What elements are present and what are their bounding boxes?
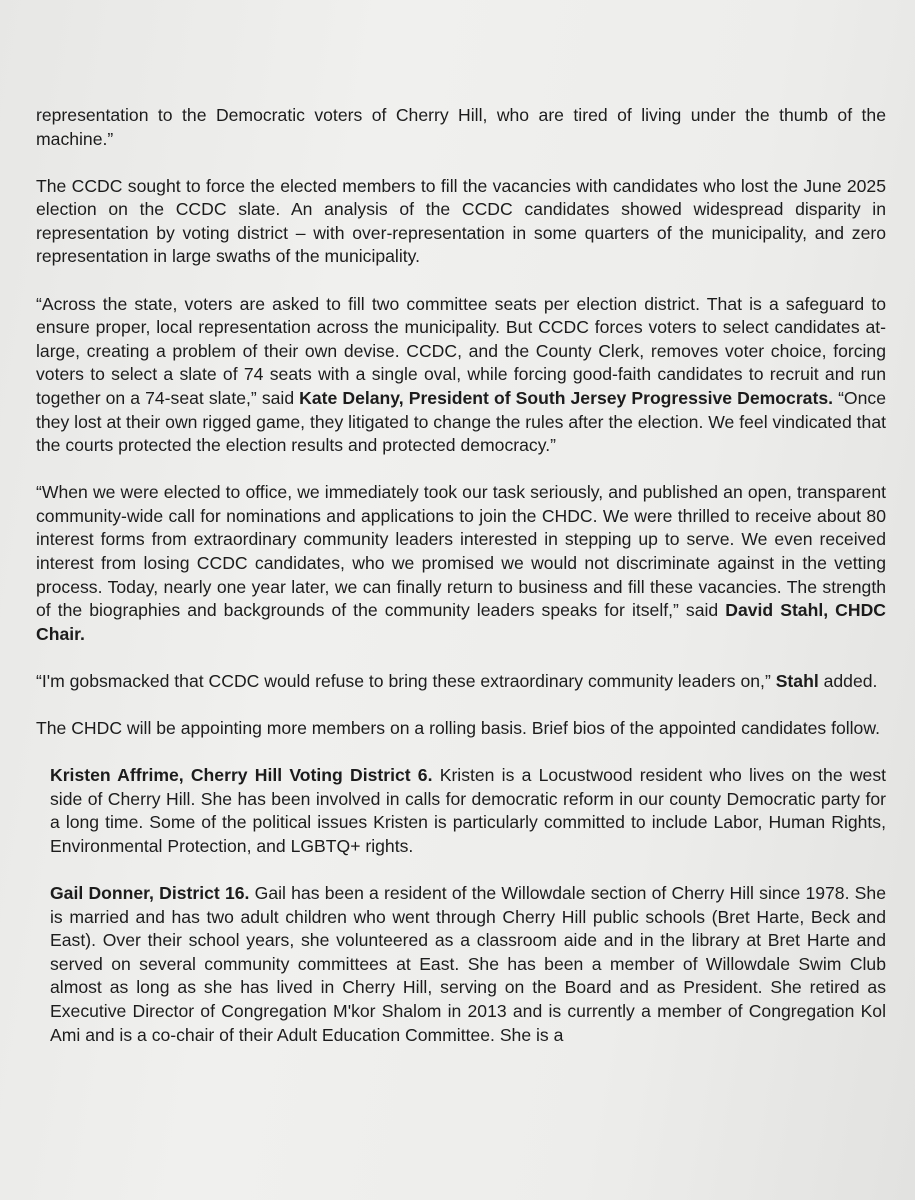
paragraph-text: The CCDC sought to force the elected members to fill the vacancies with candidates who lost the June 2025 election on the CCDC slate. An analysis of the CCDC candidates showed widespread disparity in representation by voting district – with over-representation in some quarters of the municipality, and zero representation in large swaths of the municipality. xyxy=(36,175,886,267)
bio-text: Kristen is a Locustwood resident who lives on the west side of Cherry Hill. She has been involved in calls for democratic reform in our county Democratic party for a long time. Some of the political issues Kristen is particularly committed to include Labor, Human Rights, Environmental Protection, and LGBTQ+ rights. xyxy=(50,765,887,856)
paragraph-text: The CHDC will be appointing more members on a rolling basis. Brief bios of the appointed candidates follow. xyxy=(36,717,880,738)
paragraph-ccdc-vacancies xyxy=(36,175,886,269)
bio-name: Gail Donner, District 16. xyxy=(50,882,250,903)
paragraph-quote-ending xyxy=(36,104,886,151)
bio-text: Gail has been a resident of the Willowdale section of Cherry Hill since 1978. She is married and has two adult children who went through Cherry Hill public schools (Bret Harte, Beck and East). Over their school years, she volunteered as a classroom aide and in the library at Bret Harte and served on several community committees at East. She has been a member of Willowdale Swim Club almost as long as she has lived in Cherry Hill, serving on the Board and as President. She retired as Executive Director of Congregation M'kor Shalom in 2013 and is currently a member of Congregation Kol Ami and is a co-chair of their Adult Education Committee. She is a xyxy=(50,882,886,1045)
document-body xyxy=(36,104,886,1071)
paragraph-text: “When we were elected to office, we immediately took our task seriously, and published an open, transparent community-wide call for nominations and applications to join the CHDC. We were thrilled to receive about 80 interest forms from extraordinary community leaders interested in stepping up to serve. We even received interest from losing CCDC candidates, who we promised we would not discriminate against in the vetting process. Today, nearly one year later, we can finally return to business and fill these vacancies. The strength of the biographies and backgrounds of the community leaders speaks for itself,” said xyxy=(36,482,886,621)
speaker-name: Stahl xyxy=(775,670,819,691)
paragraph-delany-quote xyxy=(36,293,886,458)
speaker-name: Kate Delany, President of South Jersey Progressive Democrats. xyxy=(299,387,833,408)
paragraph-text: “I'm gobsmacked that CCDC would refuse to bring these extraordinary community leaders on,” xyxy=(36,670,776,691)
paragraph-text: added. xyxy=(818,670,878,691)
bio-kristen-affrime xyxy=(36,764,886,858)
paragraph-rolling-basis xyxy=(36,717,886,741)
bio-gail-donner xyxy=(36,882,886,1047)
paragraph-text: representation to the Democratic voters of Cherry Hill, who are tired of living under the thumb of the machine.” xyxy=(36,105,886,149)
paragraph-text: “Once they lost at their own rigged game, they litigated to change the rules after the election. We feel vindicated that the courts protected the election results and protected democracy.” xyxy=(36,387,886,456)
bio-name: Kristen Affrime, Cherry Hill Voting District 6. xyxy=(50,765,433,786)
paragraph-text: “Across the state, voters are asked to fill two committee seats per election district. That is a safeguard to ensure proper, local representation across the municipality. But CCDC forces voters to select candidates at-large, creating a problem of their own devise. CCDC, and the County Clerk, removes voter choice, forcing voters to select a slate of 74 seats with a single oval, while forcing good-faith candidates to recruit and run together on a 74-seat slate,” said xyxy=(36,293,886,408)
speaker-name: David Stahl, CHDC Chair. xyxy=(36,600,886,644)
paragraph-stahl-gobsmacked xyxy=(36,670,886,694)
paragraph-stahl-quote xyxy=(36,481,886,646)
